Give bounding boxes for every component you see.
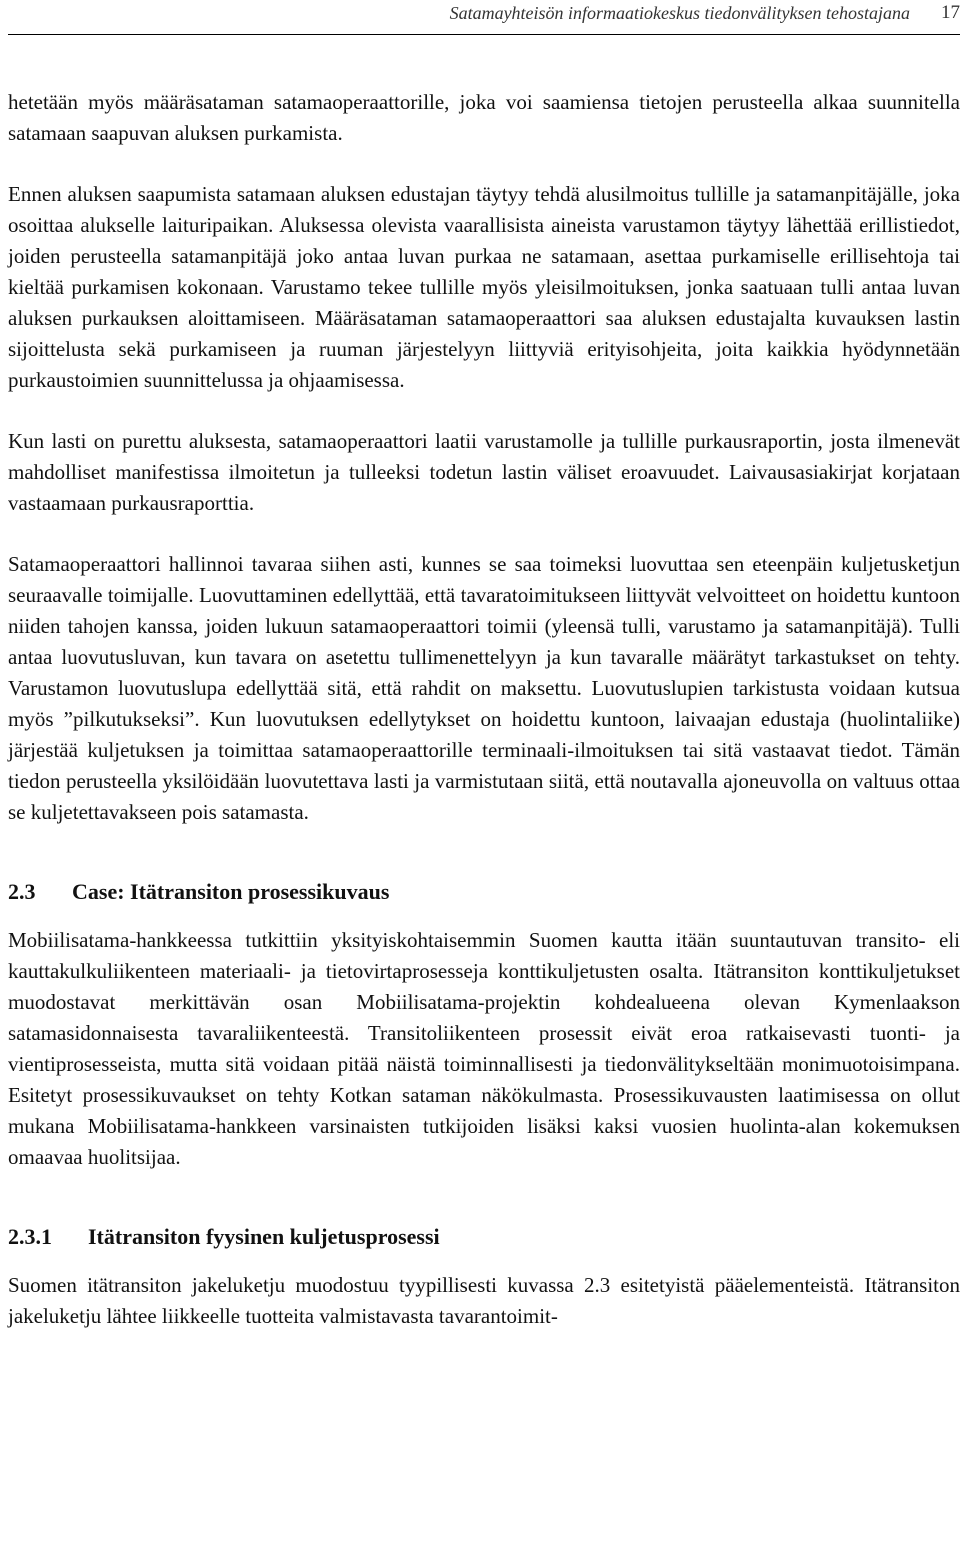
- section-heading: [8, 876, 960, 907]
- paragraph-unloading-report: Kun lasti on purettu aluksesta, satamaoperaattori laatii varustamolle ja tullille purkausraportin, josta ilmenevät mahdolliset manifestissa ilmoitetun ja tulleeksi todetun lastin väliset eroavuudet. Laivausasiakirjat korjataan vastaamaan purkausraporttia.: [8, 429, 960, 515]
- section-number: 2.3: [8, 879, 36, 904]
- page-header: [8, 0, 960, 28]
- paragraph-continuation: hetetään myös määräsataman satamaoperaattorille, joka voi saamiensa tietojen perusteella alkaa suunnitella satamaan saapuvan aluksen purkamista.: [8, 90, 960, 145]
- paragraph-distribution-chain: Suomen itätransiton jakeluketju muodostuu tyypillisesti kuvassa 2.3 esitetyistä pääelementeistä. Itätransiton jakeluketju lähtee liikkeelle tuotteita valmistavasta tavarantoimit-: [8, 1273, 960, 1328]
- document-body: [8, 90, 960, 1362]
- paragraph-cargo-release: Satamaoperaattori hallinnoi tavaraa siihen asti, kunnes se saa toimeksi luovuttaa sen eteenpäin kuljetusketjun seuraavalle toimijalle. Luovuttaminen edellyttää, että tavaratoimitukseen liittyvät velvoitteet on hoidettu kuntoon niiden tahojen kanssa, joiden lukuun satamaoperaattori toimii (yleensä tulli, varustamo ja satamanpitäjä). Tulli antaa luovutusluvan, kun tavara on asetettu tullimenettelyyn ja kun tavaralle määrätyt tarkastukset on tehty. Varustamon luovutuslupa edellyttää sitä, että rahdit on maksettu. Luovutuslupien tarkistusta voidaan kutsua myös ”pilkutukseksi”. Kun luovutuksen edellytykset on hoidettu kuntoon, laivaajan edustaja (huolintaliike) järjestää kuljetuksen ja toimittaa satamaoperaattorille terminaali-ilmoituksen tai sitä vastaavat tiedot. Tämän tiedon perusteella yksilöidään luovutettava lasti ja varmistutaan siitä, että noutavalla ajoneuvolla on valtuus ottaa se kuljetettavakseen pois satamasta.: [8, 552, 960, 824]
- subsection-heading: [8, 1221, 960, 1252]
- header-divider: [8, 34, 960, 35]
- paragraph-case-intro: Mobiilisatama-hankkeessa tutkittiin yksityiskohtaisemmin Suomen kautta itään suuntautuvan transito- eli kauttakulkuliikenteen materiaali- ja tietovirtaprosesseja konttikuljetusten osalta. Itätransiton konttikuljetukset muodostavat merkittävän osan Mobiilisatama-projektin kohdealueena olevan Kymenlaakson satamasidonnaisesta tavaraliikenteestä. Transitoliikenteen prosessit eivät eroa ratkaisevasti tuonti- ja vientiprosesseista, mutta sitä voidaan pitää näistä toiminnallisesti ja tiedonvälitykseltään monimuotoisimpana. Esitetyt prosessikuvaukset on tehty Kotkan sataman näkökulmasta. Prosessikuvausten laatimisessa on ollut mukana Mobiilisatama-hankkeen varsinaisten tutkijoiden lisäksi kaksi vuosien huolinta-alan kokemuksen omaavaa huolitsijaa.: [8, 928, 960, 1169]
- paragraph-ship-arrival: Ennen aluksen saapumista satamaan aluksen edustajan täytyy tehdä alusilmoitus tullille ja satamanpitäjälle, joka osoittaa alukselle laituripaikan. Aluksessa olevista vaarallisista aineista varustamon täytyy lähettää erillistiedot, joiden perusteella satamanpitäjä joko antaa luvan purkaa ne satamaan, asettaa purkamiselle erillisehtoja tai kieltää purkamisen kokonaan. Varustamo tekee tullille myös yleisilmoituksen, jonka saatuaan tulli antaa luvan aluksen purkauksen aloittamiseen. Määräsataman satamaoperaattori saa aluksen edustajalta kuvauksen lastin sijoittelusta sekä purkamiseen ja ruuman järjestelyyn liittyviä erityisohjeita, joita kaikkia hyödynnetään purkaustoimien suunnittelussa ja ohjaamisessa.: [8, 182, 960, 392]
- page-number: 17: [941, 2, 960, 23]
- running-title: Satamayhteisön informaatiokeskus tiedonvälityksen tehostajana: [449, 3, 910, 23]
- section-title: Case: Itätransiton prosessikuvaus: [72, 879, 390, 904]
- subsection-number: 2.3.1: [8, 1224, 52, 1249]
- subsection-title: Itätransiton fyysinen kuljetusprosessi: [88, 1224, 440, 1249]
